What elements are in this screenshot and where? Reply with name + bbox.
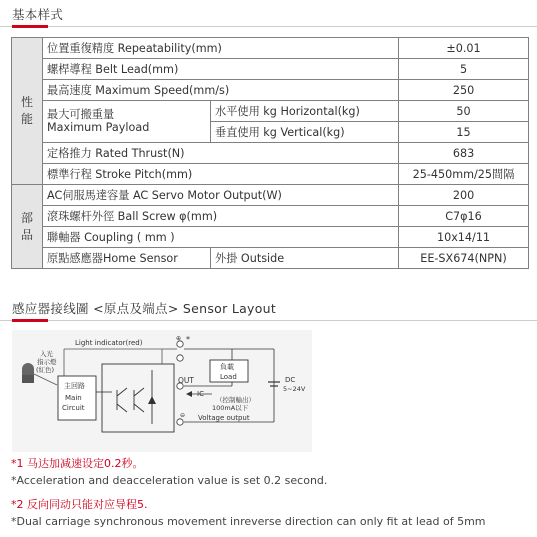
control-output-label-2: 100mA以下 <box>212 404 249 412</box>
table-row <box>12 59 529 80</box>
row-value: 250 <box>399 80 529 101</box>
sensor-wiring-diagram <box>12 330 312 452</box>
lamp-label-1: 入光 <box>40 350 53 358</box>
circuit-label-2: Main <box>65 394 82 402</box>
row-sublabel: 水平使用 kg Horizontal(kg) <box>211 101 399 122</box>
plus-mark: ⊕ <box>176 335 182 342</box>
out-label: OUT <box>178 376 194 385</box>
note-sync-en: *Dual carriage synchronous movement inreverse direction can only fit at lead of 5mm <box>11 515 486 528</box>
note-accel-cn: *1 马达加减速设定0.2秒。 <box>11 457 144 470</box>
section-title-basic-spec: 基本样式 <box>12 7 64 22</box>
control-output-label-1: （控制輸出） <box>216 396 255 404</box>
group-label-parts: 部 品 <box>12 185 43 269</box>
row-sublabel: 外掛 Outside <box>211 248 399 269</box>
table-row <box>12 80 529 101</box>
voltage-output-label: Voltage output <box>198 414 250 422</box>
ic-label: IC <box>197 390 204 398</box>
section-accent-bar <box>12 319 48 322</box>
table-row <box>12 185 529 206</box>
row-label: 聯軸器 Coupling ( mm ) <box>43 227 399 248</box>
row-value: C7φ16 <box>399 206 529 227</box>
row-value: 5 <box>399 59 529 80</box>
table-row <box>12 101 529 122</box>
row-label: 原點感應器Home Sensor <box>43 248 211 269</box>
row-label: 螺桿導程 Belt Lead(mm) <box>43 59 399 80</box>
row-label: AC伺服馬達容量 AC Servo Motor Output(W) <box>43 185 399 206</box>
row-value: 50 <box>399 101 529 122</box>
row-value: 25-450mm/25間隔 <box>399 164 529 185</box>
row-value: 200 <box>399 185 529 206</box>
table-row <box>12 248 529 269</box>
table-row <box>12 143 529 164</box>
lamp-label-2: 指示燈 <box>37 358 57 366</box>
circuit-label-3: Circuit <box>62 404 85 412</box>
indicator-lamp-icon <box>22 363 34 383</box>
row-label: 滾珠螺杆外徑 Ball Screw φ(mm) <box>43 206 399 227</box>
table-row <box>12 164 529 185</box>
section-divider <box>0 26 537 27</box>
spec-table <box>11 37 529 269</box>
note-accel-en: *Acceleration and deacceleration value is set 0.2 second. <box>11 474 328 487</box>
row-sublabel: 垂直使用 kg Vertical(kg) <box>211 122 399 143</box>
load-label-1: 負載 <box>220 363 234 371</box>
section-divider <box>0 320 537 321</box>
dc-range-label: 5~24V <box>283 385 306 393</box>
row-value: 10x14/11 <box>399 227 529 248</box>
load-label-2: Load <box>220 373 237 381</box>
section-title-sensor-layout: 感应器接线圖 <原点及端点> Sensor Layout <box>12 301 277 316</box>
row-value: 15 <box>399 122 529 143</box>
table-row <box>12 206 529 227</box>
row-value: EE-SX674(NPN) <box>399 248 529 269</box>
row-value: ±0.01 <box>399 38 529 59</box>
lamp-label-3: (紅色) <box>36 366 55 374</box>
minus-mark: ⊖ <box>180 412 186 419</box>
dc-label: DC <box>285 376 296 384</box>
row-label-payload: 最大可搬重量 Maximum Payload <box>43 101 211 143</box>
light-indicator-label: Light indicator(red) <box>75 339 143 347</box>
asterisk-mark: * <box>186 335 190 344</box>
group-label-performance: 性 能 <box>12 38 43 185</box>
note-sync-cn: *2 反向同动只能对应导程5. <box>11 498 148 511</box>
circuit-label-1: 主回路 <box>64 382 85 390</box>
table-row <box>12 38 529 59</box>
table-row <box>12 227 529 248</box>
sensor-internal-box <box>102 364 174 432</box>
wiring-diagram-svg <box>12 330 312 452</box>
row-label: 位置重復精度 Repeatability(mm) <box>43 38 399 59</box>
row-label: 最高速度 Maximum Speed(mm/s) <box>43 80 399 101</box>
section-accent-bar <box>12 25 48 28</box>
row-value: 683 <box>399 143 529 164</box>
row-label: 定格推力 Rated Thrust(N) <box>43 143 399 164</box>
row-label: 標準行程 Stroke Pitch(mm) <box>43 164 399 185</box>
